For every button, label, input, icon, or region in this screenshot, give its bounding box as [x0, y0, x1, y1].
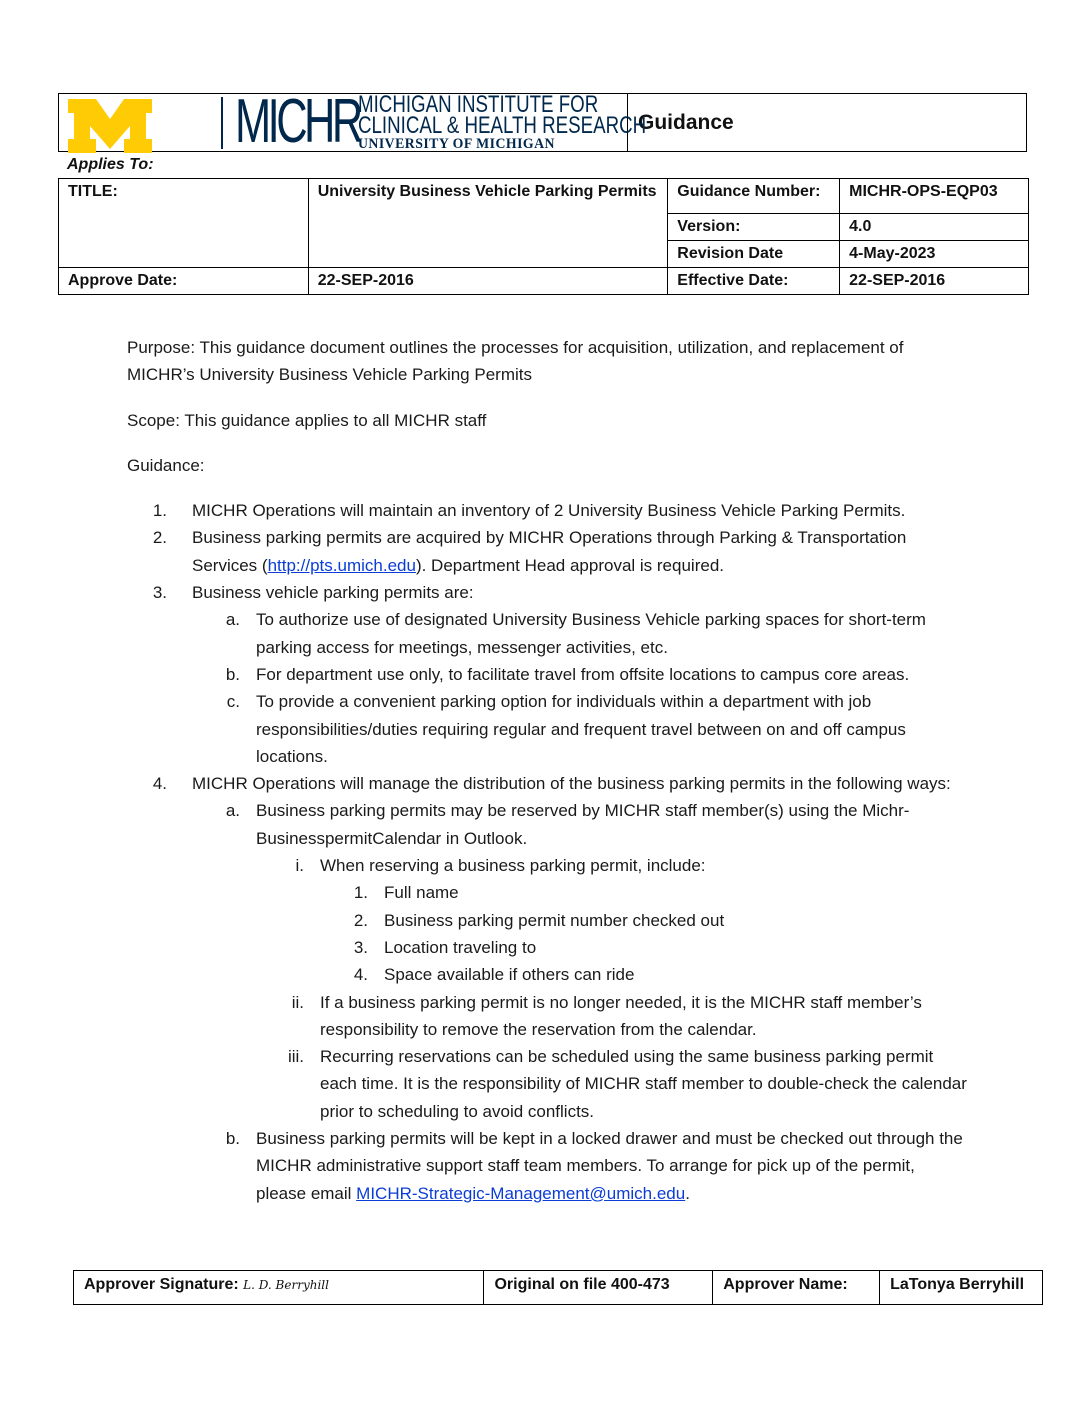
title-value: University Business Vehicle Parking Permits [308, 179, 668, 268]
approval-table [73, 1270, 1043, 1305]
approver-signature-label: Approver Signature: [84, 1276, 239, 1293]
pts-link[interactable]: http://pts.umich.edu [267, 555, 416, 575]
applies-to-label: Applies To: [67, 156, 154, 173]
revision-date-label: Revision Date [668, 241, 840, 268]
version-label: Version: [668, 214, 840, 241]
approve-date-label: Approve Date: [59, 268, 309, 295]
list-item: 4. Space available if others can ride [353, 965, 635, 985]
title-label: TITLE: [59, 179, 309, 268]
list-item: iii. Recurring reservations can be scheduled using the same business parking permit each time. It is the responsibility of MICHR staff member to double-check the calendar prior to scheduling to avoid conflicts. [287, 1047, 967, 1121]
list-item: 1. Full name [353, 883, 459, 903]
list-item: c. To provide a convenient parking option for individuals within a department with job responsibilities/duties requiring regular and frequent travel between on and off campus locations. [226, 692, 906, 766]
guidance-heading: Guidance: [127, 455, 205, 475]
michr-wordmark: MICHR [235, 87, 360, 156]
list-item: 3. Business vehicle parking permits are: [152, 583, 474, 603]
university-name: UNIVERSITY OF MICHIGAN [358, 136, 555, 152]
list-item: a. To authorize use of designated University Business Vehicle parking spaces for short-term parking access for meetings, messenger activities, etc. [225, 610, 926, 657]
document-meta-table [58, 178, 1029, 295]
list-item: 2. Business parking permit number checked out [353, 910, 725, 930]
list-item: 4. MICHR Operations will manage the distribution of the business parking permits in the following ways: [152, 774, 951, 794]
list-item: b. For department use only, to facilitate travel from offsite locations to campus core areas. [225, 664, 910, 684]
scope-paragraph: Scope: This guidance applies to all MICHR staff [127, 410, 487, 430]
institute-name-line1: MICHIGAN INSTITUTE FOR [358, 91, 599, 118]
document-body [127, 334, 967, 1207]
list-item: 1. MICHR Operations will maintain an inventory of 2 University Business Vehicle Parking Permits. [152, 501, 906, 521]
logo-divider [221, 97, 223, 149]
original-on-file: Original on file 400-473 [484, 1271, 713, 1305]
guidance-number-label: Guidance Number: [668, 179, 840, 214]
revision-date-value: 4-May-2023 [840, 241, 1029, 268]
list-item: b. Business parking permits will be kept in a locked drawer and must be checked out through the MICHR administrative support staff team members. To arrange for pick up of the permit, please email MICHR-Strategic-Management@umich.edu. [225, 1129, 963, 1203]
approver-name-label: Approver Name: [713, 1271, 880, 1305]
list-item: ii. If a business parking permit is no longer needed, it is the MICHR staff member’s responsibility to remove the reservation from the calendar. [291, 992, 922, 1039]
effective-date-label: Effective Date: [668, 268, 840, 295]
approver-signature-cell [74, 1271, 484, 1305]
approver-name-value: LaTonya Berryhill [880, 1271, 1043, 1305]
document-header [58, 87, 1027, 156]
purpose-paragraph: Purpose: This guidance document outlines the processes for acquisition, utilization, and replacement of MICHR’s University Business Vehicle Parking Permits [127, 338, 904, 385]
block-m-logo-icon [68, 99, 152, 153]
document-type: Guidance [638, 110, 734, 134]
version-value: 4.0 [840, 214, 1029, 241]
signature-image: L. D. Berryhill [243, 1278, 329, 1292]
guidance-number-value: MICHR-OPS-EQP03 [840, 179, 1029, 214]
list-item: a. Business parking permits may be reserved by MICHR staff member(s) using the Michr-BusinesspermitCalendar in Outlook. [225, 801, 910, 848]
approve-date-value: 22-SEP-2016 [308, 268, 668, 295]
guidance-list [127, 497, 967, 1207]
email-link[interactable]: MICHR-Strategic-Management@umich.edu [356, 1183, 686, 1203]
list-item: i. When reserving a business parking permit, include: [295, 856, 706, 876]
michr-logo [59, 87, 647, 156]
institute-name-line2: CLINICAL & HEALTH RESEARCH [358, 112, 647, 139]
effective-date-value: 22-SEP-2016 [840, 268, 1029, 295]
list-item: 2. Business parking permits are acquired by MICHR Operations through Parking & Transportation Services (http://pts.umich.edu). Department Head approval is required. [152, 528, 907, 575]
list-item: 3. Location traveling to [353, 937, 537, 957]
